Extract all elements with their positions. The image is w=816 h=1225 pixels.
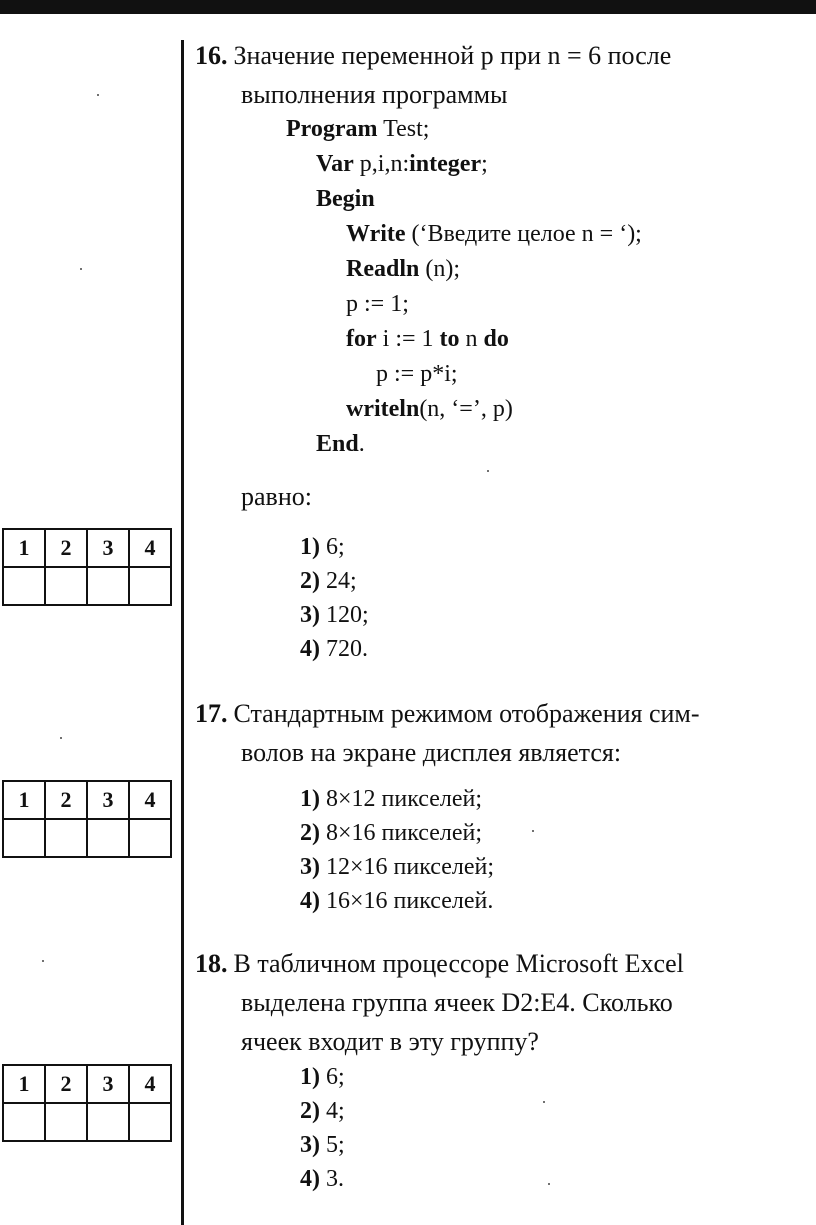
grid-label: 3: [87, 781, 129, 819]
grid-answer-cell[interactable]: [129, 819, 171, 857]
grid-answer-cell[interactable]: [45, 567, 87, 605]
code-line: [286, 287, 642, 322]
speck: [60, 737, 62, 739]
answer-option: 3) 12×16 пикселей;: [300, 854, 495, 880]
grid-label: 4: [129, 781, 171, 819]
answer-options-18: [300, 1060, 345, 1196]
grid-answer-cell[interactable]: [3, 819, 45, 857]
code-text: .: [358, 431, 365, 457]
question-16: [195, 36, 750, 114]
grid-answer-cell[interactable]: [87, 819, 129, 857]
question-text-line: выполнения программы: [241, 80, 508, 109]
answer-option: 1) 6;: [300, 534, 345, 560]
code-line: [286, 147, 642, 182]
question-number: 18.: [195, 949, 228, 978]
question-text-line: Значение переменной p при n = 6 после: [233, 41, 672, 70]
answer-options-17: [300, 782, 494, 918]
code-text: p,i,n:: [353, 151, 410, 177]
code-text: (n);: [419, 256, 461, 282]
code-keyword: Program: [286, 116, 378, 142]
speck: [97, 94, 99, 96]
question-18: [195, 944, 750, 1061]
grid-answer-cell[interactable]: [3, 1103, 45, 1141]
answer-options-16: [300, 530, 369, 666]
answer-option: 2) 8×16 пикселей;: [300, 820, 483, 846]
answer-option: 4) 3.: [300, 1166, 344, 1192]
question-text-line: В табличном процессоре Microsoft Excel: [233, 949, 684, 978]
speck: [80, 268, 82, 270]
code-line: [286, 182, 642, 217]
answer-option: 2) 4;: [300, 1098, 345, 1124]
answer-option: 3) 120;: [300, 602, 369, 628]
question-suffix: равно:: [241, 482, 312, 511]
code-keyword: Write: [346, 221, 406, 247]
code-line: [286, 392, 642, 427]
top-rule: [0, 0, 816, 14]
code-keyword: End: [316, 431, 359, 457]
code-keyword: Begin: [316, 186, 375, 212]
grid-label: 1: [3, 781, 45, 819]
grid-label: 4: [129, 529, 171, 567]
grid-answer-cell[interactable]: [87, 567, 129, 605]
code-line: [286, 357, 642, 392]
code-keyword: do: [483, 326, 509, 352]
grid-answer-cell[interactable]: [87, 1103, 129, 1141]
answer-option: 2) 24;: [300, 568, 357, 594]
grid-label: 1: [3, 1065, 45, 1103]
margin-rule: [181, 40, 184, 1225]
code-keyword: integer: [409, 151, 482, 177]
question-17: [195, 694, 750, 772]
answer-option: 1) 8×12 пикселей;: [300, 786, 483, 812]
question-number: 17.: [195, 699, 228, 728]
code-keyword: writeln: [346, 396, 420, 422]
speck: [532, 830, 534, 832]
question-text-line: Стандартным режимом отображения сим-: [233, 699, 700, 728]
grid-label: 2: [45, 529, 87, 567]
grid-answer-cell[interactable]: [129, 567, 171, 605]
speck: [42, 960, 44, 962]
grid-label: 2: [45, 1065, 87, 1103]
answer-grid[interactable]: [2, 528, 172, 606]
code-text: ;: [481, 151, 488, 177]
grid-label: 1: [3, 529, 45, 567]
code-text: (‘Введите целое n = ‘);: [405, 221, 642, 247]
code-line: [286, 217, 642, 252]
answer-option: 1) 6;: [300, 1064, 345, 1090]
code-text: Test;: [377, 116, 430, 142]
question-text-line: ячеек входит в эту группу?: [241, 1027, 539, 1056]
code-text: p := 1;: [346, 291, 409, 317]
code-keyword: Readln: [346, 256, 420, 282]
code-text: p := p*i;: [376, 361, 458, 387]
speck: [543, 1101, 545, 1103]
code-text: n: [459, 326, 484, 352]
answer-grid[interactable]: [2, 1064, 172, 1142]
code-keyword: to: [439, 326, 460, 352]
question-text-line: выделена группа ячеек D2:E4. Сколько: [241, 988, 673, 1017]
grid-answer-cell[interactable]: [45, 1103, 87, 1141]
grid-label: 3: [87, 529, 129, 567]
answer-grid[interactable]: [2, 780, 172, 858]
question-text-line: волов на экране дисплея является:: [241, 738, 622, 767]
code-keyword: Var: [316, 151, 354, 177]
answer-option: 4) 720.: [300, 636, 368, 662]
code-keyword: for: [346, 326, 377, 352]
grid-answer-cell[interactable]: [3, 567, 45, 605]
program-code: [286, 112, 642, 462]
answer-option: 4) 16×16 пикселей.: [300, 888, 494, 914]
grid-label: 4: [129, 1065, 171, 1103]
code-text: i := 1: [376, 326, 440, 352]
code-line: [286, 427, 642, 462]
speck: [548, 1183, 550, 1185]
grid-answer-cell[interactable]: [45, 819, 87, 857]
code-line: [286, 322, 642, 357]
code-text: (n, ‘=’, p): [419, 396, 513, 422]
code-line: [286, 252, 642, 287]
grid-label: 3: [87, 1065, 129, 1103]
grid-answer-cell[interactable]: [129, 1103, 171, 1141]
answer-option: 3) 5;: [300, 1132, 345, 1158]
grid-label: 2: [45, 781, 87, 819]
code-line: [286, 112, 642, 147]
question-number: 16.: [195, 41, 228, 70]
speck: [487, 470, 489, 472]
